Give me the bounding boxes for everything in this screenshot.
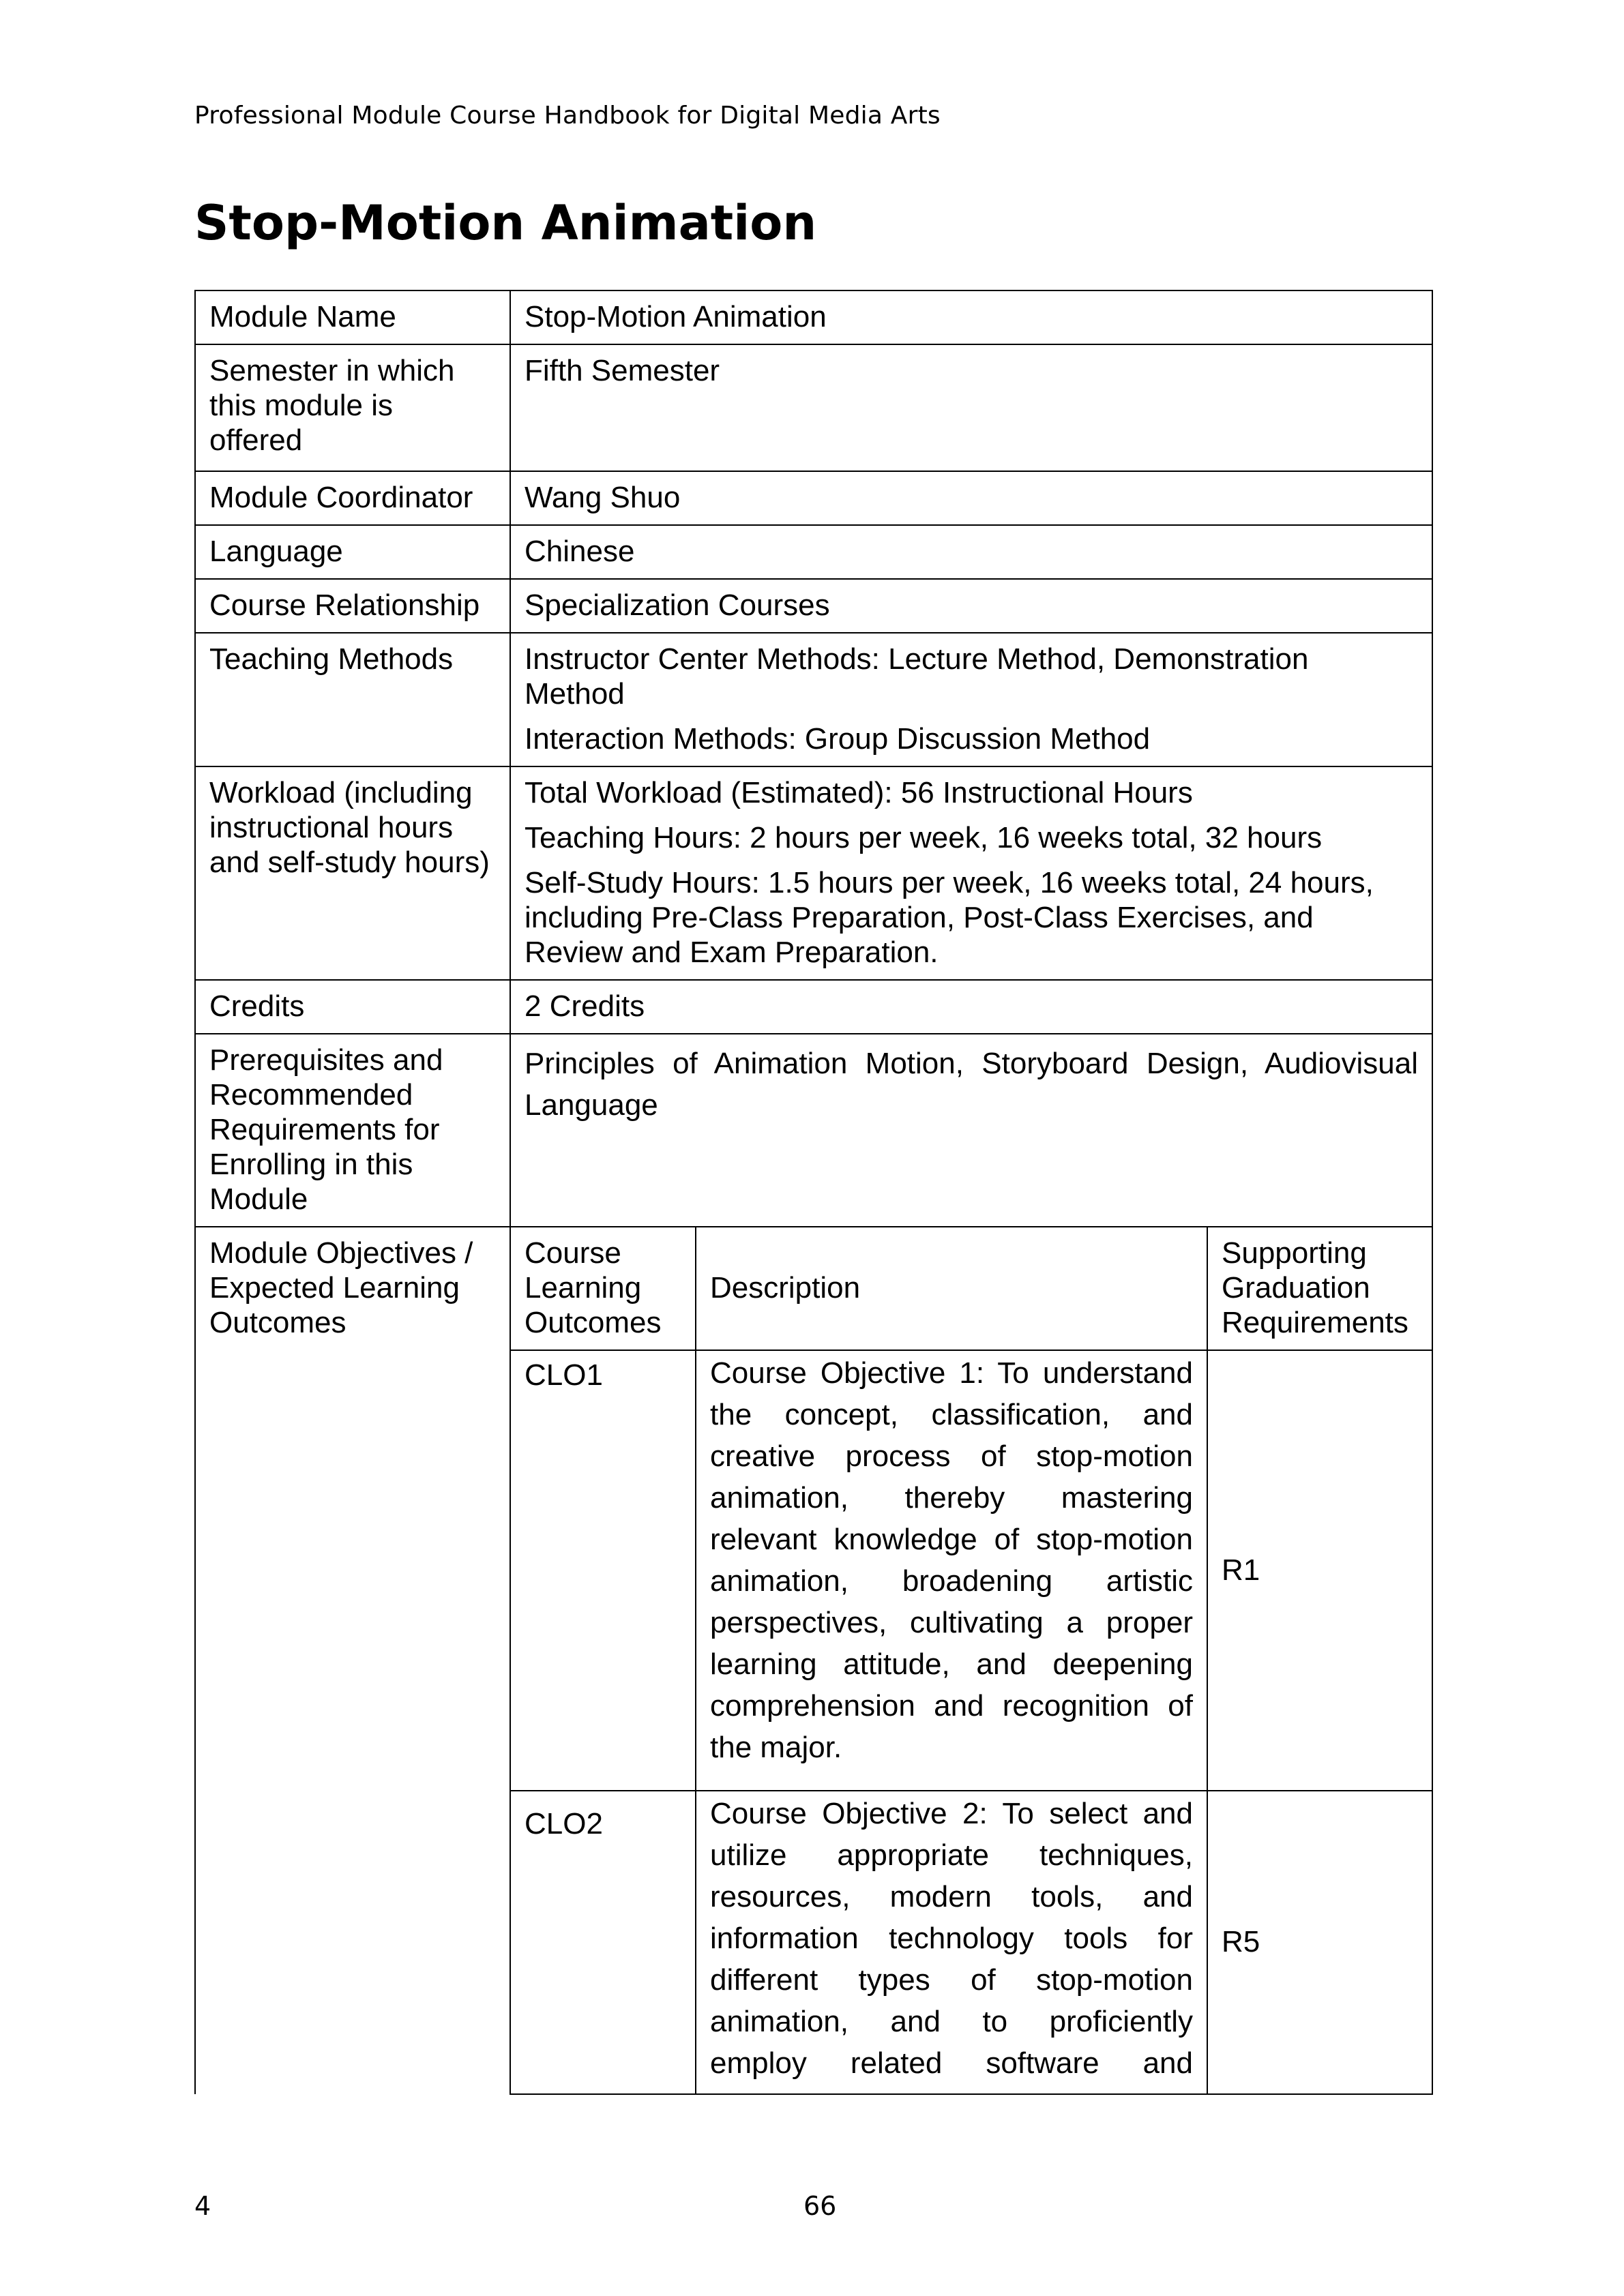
cell-line: Module Coordinator [209, 481, 473, 514]
workload-label [195, 766, 510, 980]
row-module-name [195, 290, 1432, 344]
justified-line: creative process of stop-motion [710, 1440, 1193, 1473]
clo1-code: CLO1 [510, 1350, 696, 1791]
coordinator-label [195, 471, 510, 525]
cell-text [209, 534, 496, 569]
prerequisites-value [510, 1034, 1432, 1227]
workload-value [510, 766, 1432, 980]
row-relationship [195, 579, 1432, 633]
cell-line: Workload (including [209, 776, 473, 809]
row-semester [195, 344, 1432, 471]
clo2-requirement: R5 [1207, 1791, 1432, 2094]
cell-line: Description [710, 1271, 861, 1304]
cell-paragraph [525, 865, 1418, 970]
cell-line: Method [525, 677, 625, 711]
cell-line: Module Objectives / [209, 1236, 473, 1270]
cell-line: Recommended [209, 1078, 413, 1112]
cell-text [209, 989, 496, 1024]
cell-line: Course Relationship [209, 588, 480, 622]
cell-text [209, 1236, 496, 1340]
clo1-requirement: R1 [1207, 1350, 1432, 1791]
cell-line: Fifth Semester [525, 354, 720, 387]
cell-line: Review and Exam Preparation. [525, 936, 939, 969]
cell-line: and self-study hours) [209, 846, 490, 879]
cell-line: Course [525, 1236, 621, 1270]
cell-line: Teaching Hours: 2 hours per week, 16 weeks total, 32 hours [525, 821, 1323, 854]
cell-line: instructional hours [209, 811, 454, 844]
cell-text [525, 588, 1418, 623]
cell-text [710, 1270, 1193, 1305]
cell-text [209, 1043, 496, 1217]
row-objectives-header [195, 1227, 1432, 1350]
cell-text [525, 299, 1418, 334]
justified-line: perspectives, cultivating a proper [710, 1606, 1193, 1639]
justified-line: Principles of Animation Motion, Storyboard Design, Audiovisual [525, 1047, 1418, 1080]
relationship-label [195, 579, 510, 633]
cell-text [209, 353, 496, 458]
cell-text [525, 989, 1418, 1024]
cell-paragraph [525, 820, 1418, 855]
cell-line: including Pre-Class Preparation, Post-Class Exercises, and [525, 901, 1314, 934]
cell-line: Interaction Methods: Group Discussion Method [525, 722, 1151, 756]
justified-line: utilize appropriate techniques, [710, 1838, 1193, 1872]
cell-line: Teaching Methods [209, 642, 454, 676]
justified-line: the concept, classification, and [710, 1398, 1193, 1431]
page-number: 66 [803, 2191, 837, 2221]
cell-line: Graduation [1222, 1271, 1370, 1304]
justified-line: different types of stop-motion [710, 1963, 1193, 1997]
cell-line: Instructor Center Methods: Lecture Method, Demonstration [525, 642, 1309, 676]
prerequisites-label [195, 1034, 510, 1227]
cell-text [1222, 1236, 1418, 1340]
coordinator-value [510, 471, 1432, 525]
row-coordinator [195, 471, 1432, 525]
justified-line: information technology tools for [710, 1922, 1193, 1955]
cell-line: Prerequisites and [209, 1043, 443, 1077]
justified-line: Course Objective 2: To select and [710, 1797, 1193, 1830]
clo2-code: CLO2 [510, 1791, 696, 2094]
justified-line: animation, thereby mastering [710, 1481, 1193, 1515]
cell-text [525, 534, 1418, 569]
credits-label [195, 980, 510, 1034]
cell-line: Specialization Courses [525, 588, 830, 622]
justified-line: relevant knowledge of stop-motion [710, 1523, 1193, 1556]
cell-line: Total Workload (Estimated): 56 Instructional Hours [525, 776, 1193, 809]
justified-line: animation, and to proficiently [710, 2005, 1193, 2038]
description-header [696, 1227, 1207, 1350]
cell-line: Learning [525, 1271, 642, 1304]
justified-line: comprehension and recognition of [710, 1689, 1193, 1723]
cell-paragraph [525, 721, 1418, 756]
cell-line: Stop-Motion Animation [525, 300, 827, 333]
module-name-value [510, 290, 1432, 344]
cell-line: Semester in which [209, 354, 455, 387]
row-teaching-methods [195, 633, 1432, 766]
clo2-description [696, 1791, 1207, 2094]
cell-text [209, 480, 496, 515]
relationship-value [510, 579, 1432, 633]
row-language [195, 525, 1432, 579]
cell-paragraph [525, 775, 1418, 810]
cell-text [209, 588, 496, 623]
cell-line: Requirements [1222, 1306, 1408, 1339]
cell-line: Outcomes [209, 1306, 346, 1339]
cell-line: offered [209, 423, 303, 457]
cell-line: Wang Shuo [525, 481, 681, 514]
cell-text [209, 299, 496, 334]
cell-line: Outcomes [525, 1306, 662, 1339]
row-credits [195, 980, 1432, 1034]
cell-line: Self-Study Hours: 1.5 hours per week, 16 weeks total, 24 hours, [525, 866, 1374, 899]
cell-line: this module is [209, 389, 394, 422]
justified-line: animation, broadening artistic [710, 1564, 1193, 1598]
semester-value [510, 344, 1432, 471]
module-info-table [194, 290, 1433, 2095]
teaching-methods-label [195, 633, 510, 766]
clo1-description [696, 1350, 1207, 1791]
semester-label [195, 344, 510, 471]
footer-left-number: 4 [194, 2191, 211, 2221]
running-header: Professional Module Course Handbook for Digital Media Arts [194, 102, 941, 130]
justified-line: the major. [710, 1731, 842, 1764]
cell-line: Chinese [525, 535, 635, 568]
cell-line: Supporting [1222, 1236, 1367, 1270]
credits-value [510, 980, 1432, 1034]
cell-line: Language [209, 535, 343, 568]
justified-line: employ related software and [710, 2046, 1193, 2080]
cell-line: Module [209, 1182, 308, 1216]
cell-line: Requirements for [209, 1113, 440, 1146]
row-prerequisites [195, 1034, 1432, 1227]
cell-text [525, 353, 1418, 388]
justified-line: learning attitude, and deepening [710, 1648, 1193, 1681]
justified-line: Language [525, 1088, 658, 1122]
cell-text [209, 775, 496, 880]
clo-header [510, 1227, 696, 1350]
teaching-methods-value [510, 633, 1432, 766]
page-title: Stop-Motion Animation [194, 195, 817, 251]
cell-line: Enrolling in this [209, 1148, 413, 1181]
cell-line: Expected Learning [209, 1271, 460, 1304]
language-label [195, 525, 510, 579]
objectives-label [195, 1227, 510, 2094]
cell-line: Credits [209, 989, 305, 1023]
language-value [510, 525, 1432, 579]
row-workload [195, 766, 1432, 980]
grad-req-header [1207, 1227, 1432, 1350]
cell-text [209, 642, 496, 676]
cell-text [525, 480, 1418, 515]
justified-line: resources, modern tools, and [710, 1880, 1193, 1913]
cell-text [525, 1236, 681, 1340]
cell-line: 2 Credits [525, 989, 645, 1023]
justified-line: Course Objective 1: To understand [710, 1356, 1193, 1390]
module-name-label [195, 290, 510, 344]
cell-line: Module Name [209, 300, 396, 333]
cell-paragraph [525, 642, 1418, 711]
